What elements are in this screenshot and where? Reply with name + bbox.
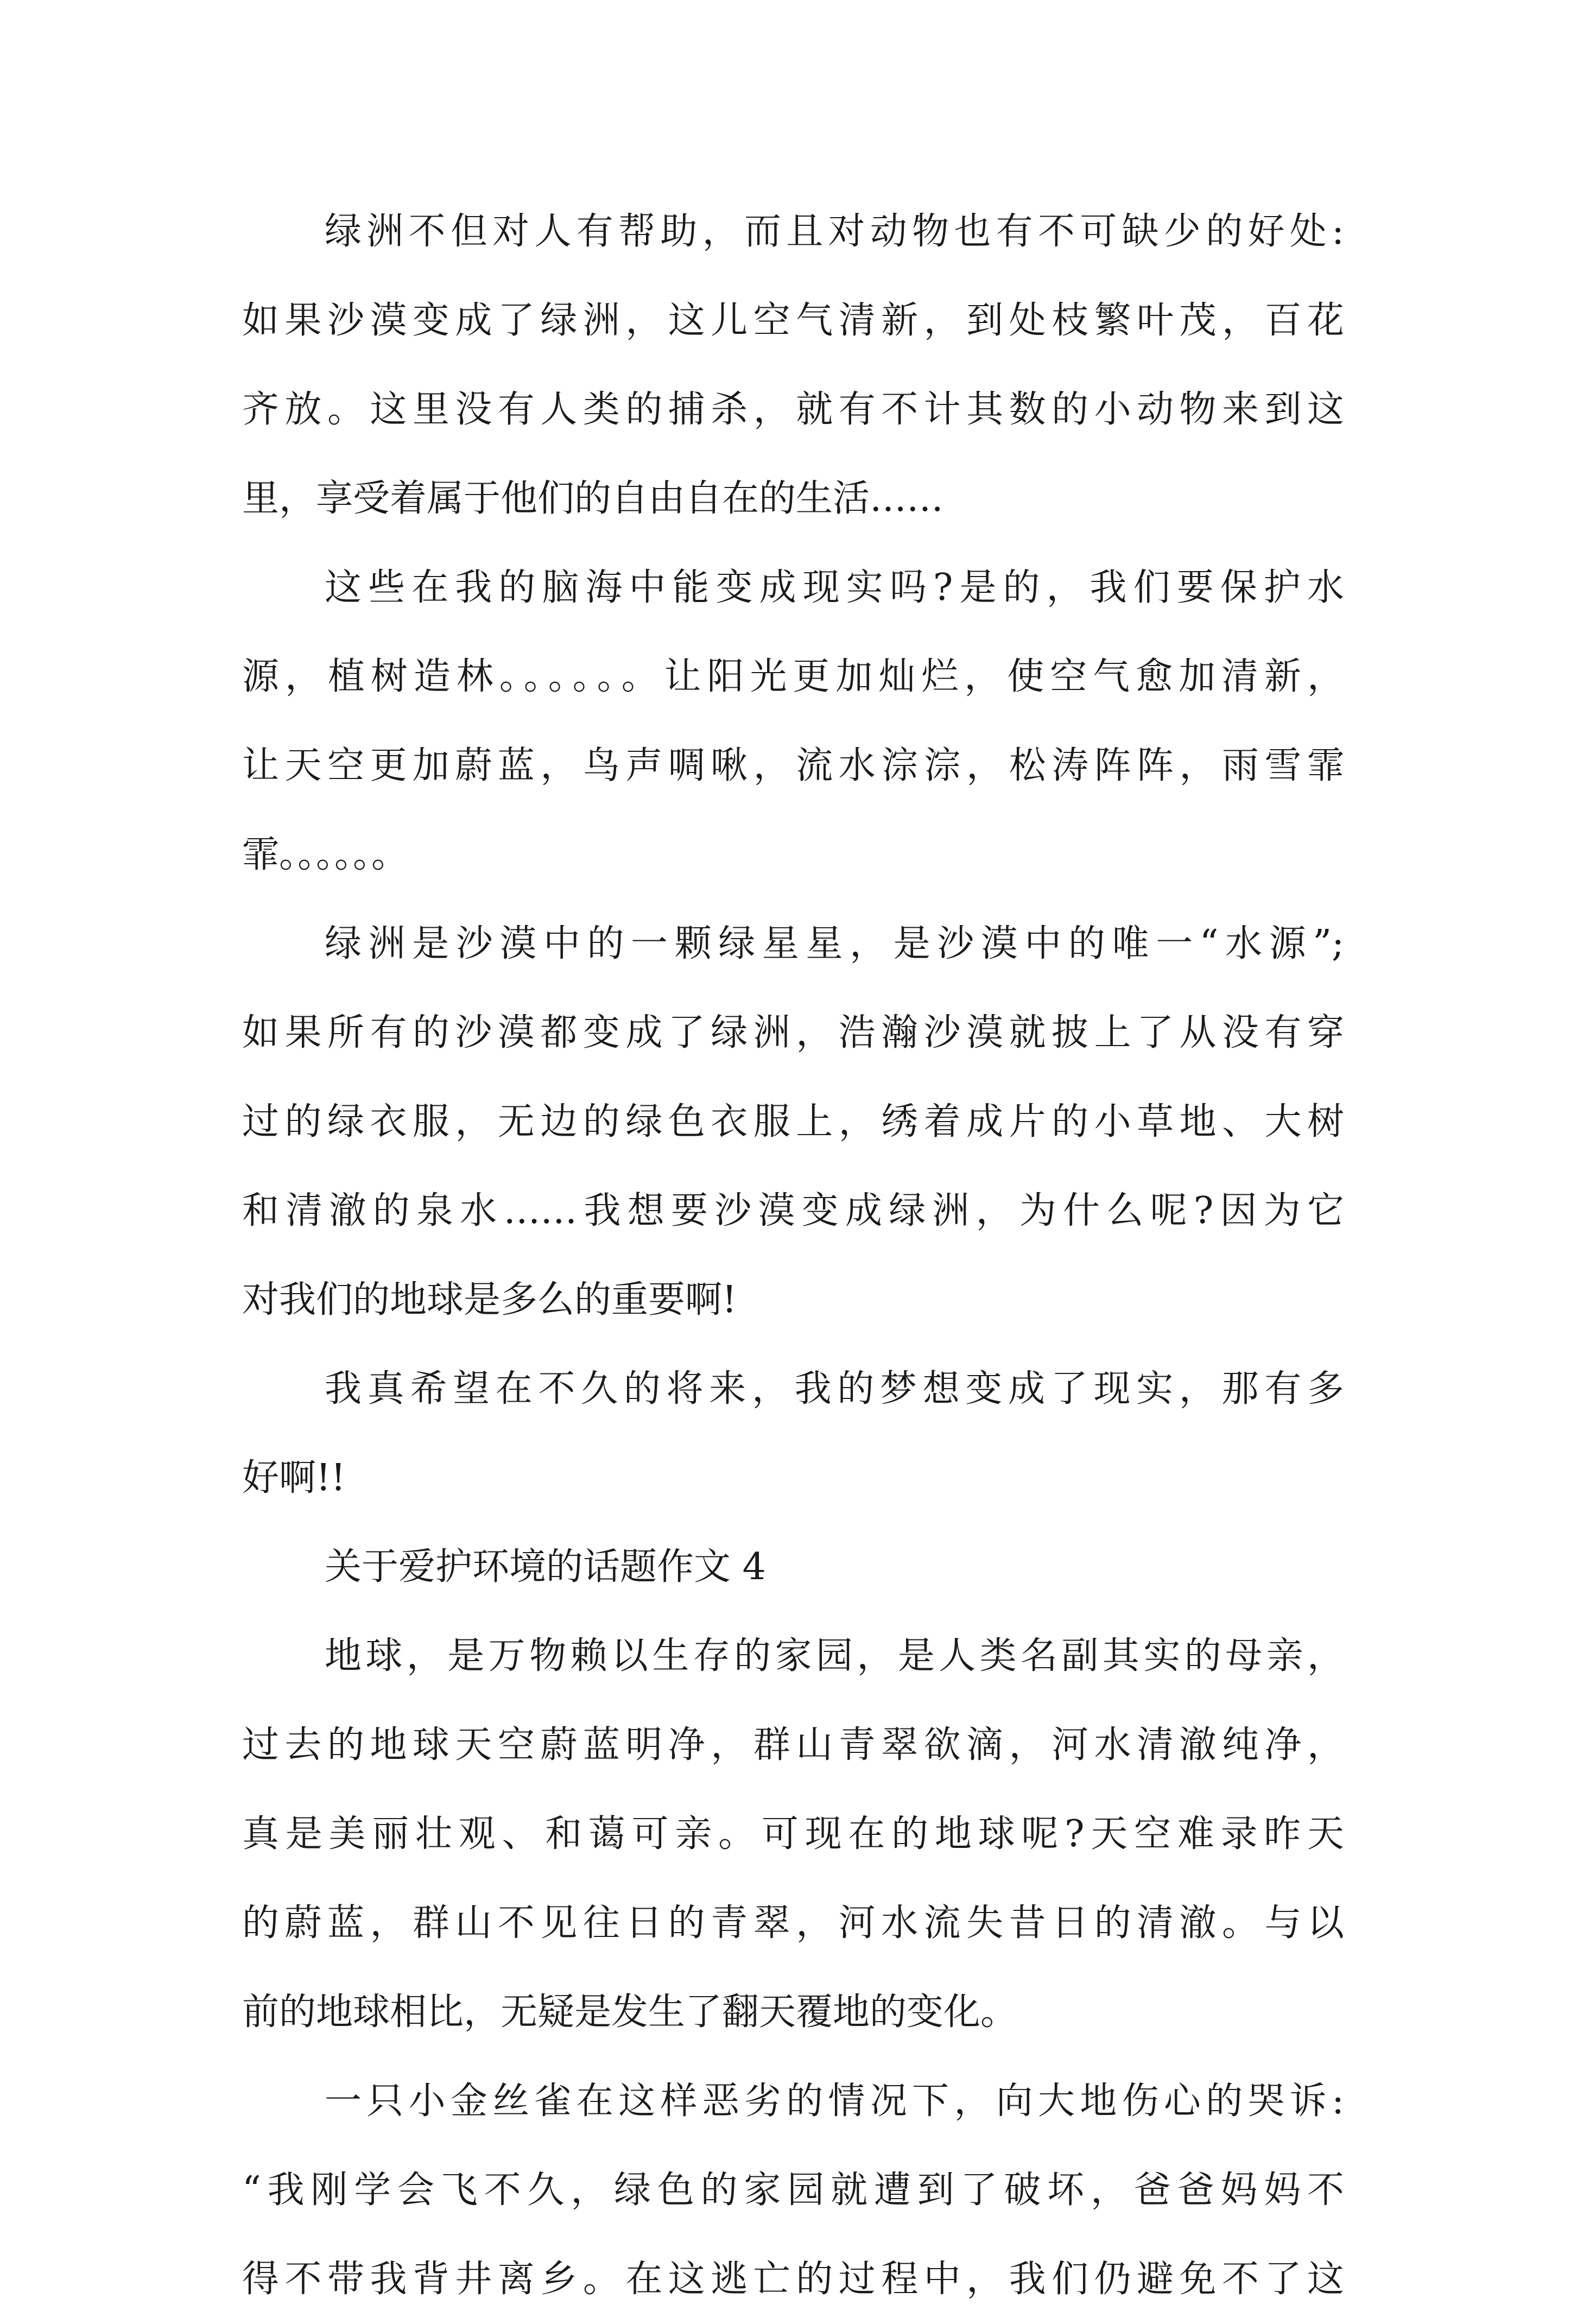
text-line: 霏。。。。。。: [242, 833, 409, 876]
text-line: 源，植树造林。。。。。。让阳光更加灿烂，使空气愈加清新，: [242, 655, 1344, 698]
text-line: 一只小金丝雀在这样恶劣的情况下，向大地伤心的哭诉:: [325, 2080, 1344, 2123]
text-line: 让天空更加蔚蓝，鸟声啁啾，流水淙淙，松涛阵阵，雨雪霏: [242, 744, 1344, 787]
text-line: 真是美丽壮观、和蔼可亲。可现在的地球呢?天空难录昨天: [242, 1813, 1344, 1856]
text-line: 前的地球相比，无疑是发生了翻天覆地的变化。: [242, 1991, 1018, 2034]
text-line: 的蔚蓝，群山不见往日的青翠，河水流失昔日的清澈。与以: [242, 1902, 1344, 1945]
text-line: 和清澈的泉水……我想要沙漠变成绿洲，为什么呢?因为它: [242, 1189, 1344, 1232]
text-line: 里，享受着属于他们的自由自在的生活……: [242, 477, 944, 520]
text-line: 对我们的地球是多么的重要啊!: [242, 1278, 737, 1321]
text-line: 得不带我背井离乡。在这逃亡的过程中，我们仍避免不了这: [242, 2258, 1344, 2301]
text-line: 如果所有的沙漠都变成了绿洲，浩瀚沙漠就披上了从没有穿: [242, 1011, 1344, 1054]
text-line: 过的绿衣服，无边的绿色衣服上，绣着成片的小草地、大树: [242, 1100, 1344, 1143]
essay-text: [242, 187, 1344, 2324]
text-line: 关于爱护环境的话题作文 4: [325, 1546, 766, 1588]
text-line: “我刚学会飞不久，绿色的家园就遭到了破坏，爸爸妈妈不: [242, 2169, 1344, 2212]
text-line: 我真希望在不久的将来，我的梦想变成了现实，那有多: [325, 1367, 1344, 1410]
text-line: 这些在我的脑海中能变成现实吗?是的，我们要保护水: [325, 566, 1344, 609]
text-line: 绿洲不但对人有帮助，而且对动物也有不可缺少的好处:: [325, 210, 1344, 253]
text-line: 过去的地球天空蔚蓝明净，群山青翠欲滴，河水清澈纯净，: [242, 1724, 1344, 1766]
text-line: 齐放。这里没有人类的捕杀，就有不计其数的小动物来到这: [242, 388, 1344, 431]
text-line: 好啊!!: [242, 1457, 346, 1499]
text-line: 绿洲是沙漠中的一颗绿星星，是沙漠中的唯一“水源”;: [325, 922, 1344, 965]
text-line: 地球，是万物赖以生存的家园，是人类名副其实的母亲，: [325, 1635, 1344, 1677]
text-line: 如果沙漠变成了绿洲，这儿空气清新，到处枝繁叶茂，百花: [242, 299, 1344, 342]
